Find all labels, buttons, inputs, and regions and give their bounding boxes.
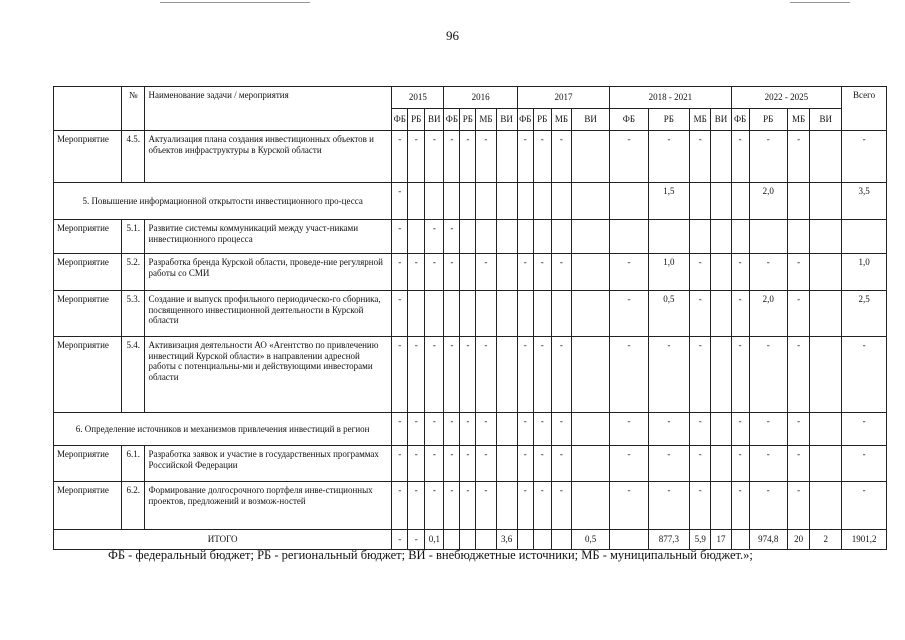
value-cell: - bbox=[408, 413, 425, 446]
table-row bbox=[54, 446, 887, 482]
value-cell bbox=[711, 291, 731, 337]
value-cell: - bbox=[610, 337, 648, 413]
value-cell: - bbox=[517, 337, 533, 413]
row-name: Разработка заявок и участие в государственных программах Российской Федерации bbox=[145, 446, 392, 482]
value-cell: - bbox=[787, 337, 809, 413]
value-cell bbox=[425, 183, 444, 220]
value-cell: 0,5 bbox=[648, 291, 689, 337]
value-cell bbox=[496, 220, 517, 254]
value-cell: - bbox=[533, 131, 551, 183]
value-cell: - bbox=[392, 482, 408, 530]
table-row bbox=[54, 337, 887, 413]
value-cell: - bbox=[408, 131, 425, 183]
value-cell: 2,0 bbox=[749, 291, 787, 337]
row-name: Развитие системы коммуникаций между участ-никами инвестиционного процесса bbox=[145, 220, 392, 254]
value-cell: 17 bbox=[711, 530, 731, 550]
value-cell bbox=[572, 413, 610, 446]
subheader-cell: ВИ bbox=[810, 109, 842, 131]
value-cell: - bbox=[610, 254, 648, 291]
value-cell bbox=[496, 131, 517, 183]
value-cell bbox=[711, 220, 731, 254]
value-cell bbox=[460, 291, 476, 337]
top-edge-line-right bbox=[790, 2, 850, 3]
value-cell: - bbox=[749, 413, 787, 446]
row-kind: Мероприятие bbox=[54, 337, 122, 413]
value-cell: - bbox=[648, 337, 689, 413]
row-kind: Мероприятие bbox=[54, 291, 122, 337]
row-number: 5.4. bbox=[122, 337, 145, 413]
row-number: 6.2. bbox=[122, 482, 145, 530]
header-num: № bbox=[122, 87, 145, 131]
value-cell: 20 bbox=[787, 530, 809, 550]
value-cell bbox=[810, 291, 842, 337]
value-cell bbox=[731, 183, 749, 220]
row-number: 5.2. bbox=[122, 254, 145, 291]
subheader-cell: РБ bbox=[408, 109, 425, 131]
value-cell: - bbox=[731, 131, 749, 183]
value-cell bbox=[476, 183, 496, 220]
header-year-2022-2025: 2022 - 2025 bbox=[731, 87, 842, 109]
value-cell bbox=[496, 291, 517, 337]
value-cell: - bbox=[444, 131, 460, 183]
value-cell: 974,8 bbox=[749, 530, 787, 550]
value-cell bbox=[476, 530, 496, 550]
row-number: 5.3. bbox=[122, 291, 145, 337]
value-cell bbox=[787, 220, 809, 254]
value-cell: 0,1 bbox=[425, 530, 444, 550]
value-cell: - bbox=[551, 482, 571, 530]
value-cell: - bbox=[425, 254, 444, 291]
subheader-cell: ВИ bbox=[711, 109, 731, 131]
value-cell bbox=[533, 220, 551, 254]
value-cell: - bbox=[731, 413, 749, 446]
value-cell: - bbox=[476, 337, 496, 413]
row-kind: Мероприятие bbox=[54, 446, 122, 482]
footnote: ФБ - федеральный бюджет; РБ - региональный бюджет; ВИ - внебюджетные источники; МБ - муниципальный бюджет.»; bbox=[108, 548, 753, 562]
subheader-cell: ФБ bbox=[444, 109, 460, 131]
value-cell bbox=[551, 220, 571, 254]
value-cell: - bbox=[392, 183, 408, 220]
value-cell bbox=[810, 131, 842, 183]
value-cell: - bbox=[425, 220, 444, 254]
value-cell: - bbox=[392, 220, 408, 254]
value-cell: - bbox=[749, 482, 787, 530]
value-cell bbox=[731, 220, 749, 254]
value-cell: 1,5 bbox=[648, 183, 689, 220]
value-cell: - bbox=[444, 413, 460, 446]
value-cell: - bbox=[425, 482, 444, 530]
value-cell: - bbox=[408, 482, 425, 530]
value-cell: - bbox=[749, 254, 787, 291]
value-cell bbox=[408, 183, 425, 220]
value-cell: - bbox=[408, 530, 425, 550]
value-cell: - bbox=[517, 254, 533, 291]
value-cell bbox=[533, 183, 551, 220]
value-cell: - bbox=[842, 337, 887, 413]
value-cell bbox=[551, 530, 571, 550]
value-cell: - bbox=[787, 254, 809, 291]
value-cell bbox=[810, 482, 842, 530]
value-cell bbox=[496, 183, 517, 220]
value-cell: - bbox=[610, 446, 648, 482]
value-cell bbox=[610, 220, 648, 254]
header-total: Всего bbox=[842, 87, 887, 131]
row-name: Создание и выпуск профильного периодическо-го сборника, посвященного инвестиционной деятельности в Курской области bbox=[145, 291, 392, 337]
value-cell: - bbox=[517, 446, 533, 482]
row-kind: Мероприятие bbox=[54, 220, 122, 254]
value-cell: - bbox=[731, 446, 749, 482]
value-cell: - bbox=[690, 291, 711, 337]
page-number: 96 bbox=[446, 28, 459, 43]
subheader-cell: РБ bbox=[533, 109, 551, 131]
value-cell bbox=[731, 530, 749, 550]
value-cell: - bbox=[787, 482, 809, 530]
value-cell: - bbox=[749, 131, 787, 183]
table-row bbox=[54, 291, 887, 337]
value-cell bbox=[711, 183, 731, 220]
row-kind: Мероприятие bbox=[54, 131, 122, 183]
value-cell: - bbox=[690, 446, 711, 482]
value-cell bbox=[444, 291, 460, 337]
value-cell: 1901,2 bbox=[842, 530, 887, 550]
section-title: 6. Определение источников и механизмов привлечения инвестиций в регион bbox=[54, 413, 392, 446]
value-cell: - bbox=[648, 482, 689, 530]
value-cell: - bbox=[551, 446, 571, 482]
value-cell: - bbox=[425, 446, 444, 482]
value-cell: - bbox=[533, 482, 551, 530]
value-cell: - bbox=[842, 482, 887, 530]
value-cell bbox=[711, 254, 731, 291]
value-cell: - bbox=[408, 254, 425, 291]
value-cell: - bbox=[444, 446, 460, 482]
value-cell bbox=[572, 446, 610, 482]
subheader-cell: ВИ bbox=[496, 109, 517, 131]
value-cell: - bbox=[787, 446, 809, 482]
value-cell: - bbox=[842, 413, 887, 446]
section-title: 5. Повышение информационной открытости инвестиционного про-цесса bbox=[54, 183, 392, 220]
value-cell: - bbox=[787, 131, 809, 183]
subheader-cell: ВИ bbox=[425, 109, 444, 131]
value-cell: - bbox=[444, 482, 460, 530]
value-cell bbox=[444, 530, 460, 550]
value-cell: - bbox=[392, 254, 408, 291]
row-number: 5.1. bbox=[122, 220, 145, 254]
value-cell bbox=[711, 337, 731, 413]
subheader-cell: РБ bbox=[460, 109, 476, 131]
value-cell: - bbox=[444, 220, 460, 254]
top-edge-line-left bbox=[160, 2, 310, 3]
value-cell bbox=[551, 291, 571, 337]
value-cell bbox=[496, 254, 517, 291]
value-cell: - bbox=[392, 131, 408, 183]
subheader-cell: РБ bbox=[749, 109, 787, 131]
subheader-cell: ФБ bbox=[392, 109, 408, 131]
value-cell bbox=[408, 220, 425, 254]
value-cell: - bbox=[392, 291, 408, 337]
value-cell bbox=[496, 413, 517, 446]
header-year-2016: 2016 bbox=[444, 87, 517, 109]
value-cell: - bbox=[842, 131, 887, 183]
value-cell: - bbox=[533, 337, 551, 413]
section-row bbox=[54, 413, 887, 446]
value-cell bbox=[572, 482, 610, 530]
value-cell: - bbox=[517, 413, 533, 446]
value-cell: - bbox=[787, 291, 809, 337]
value-cell: - bbox=[731, 291, 749, 337]
subheader-cell: МБ bbox=[551, 109, 571, 131]
value-cell: - bbox=[460, 131, 476, 183]
value-cell: - bbox=[842, 446, 887, 482]
section-row bbox=[54, 183, 887, 220]
value-cell bbox=[842, 220, 887, 254]
value-cell bbox=[496, 446, 517, 482]
value-cell bbox=[572, 254, 610, 291]
value-cell: - bbox=[460, 482, 476, 530]
header-year-2017: 2017 bbox=[517, 87, 610, 109]
value-cell: - bbox=[731, 254, 749, 291]
value-cell: 2 bbox=[810, 530, 842, 550]
value-cell bbox=[572, 291, 610, 337]
value-cell bbox=[517, 530, 533, 550]
value-cell bbox=[425, 291, 444, 337]
value-cell: - bbox=[460, 413, 476, 446]
value-cell: - bbox=[787, 413, 809, 446]
value-cell bbox=[460, 254, 476, 291]
value-cell: - bbox=[444, 254, 460, 291]
value-cell: - bbox=[392, 446, 408, 482]
table-row bbox=[54, 131, 887, 183]
subheader-cell: МБ bbox=[787, 109, 809, 131]
value-cell: - bbox=[690, 482, 711, 530]
value-cell: - bbox=[476, 482, 496, 530]
value-cell bbox=[572, 131, 610, 183]
value-cell: - bbox=[610, 413, 648, 446]
value-cell bbox=[610, 530, 648, 550]
value-cell bbox=[810, 254, 842, 291]
value-cell: - bbox=[648, 413, 689, 446]
value-cell: - bbox=[731, 482, 749, 530]
table-row bbox=[54, 254, 887, 291]
value-cell bbox=[711, 131, 731, 183]
value-cell bbox=[711, 446, 731, 482]
value-cell bbox=[476, 291, 496, 337]
value-cell bbox=[460, 530, 476, 550]
value-cell: 0,5 bbox=[572, 530, 610, 550]
value-cell: - bbox=[610, 131, 648, 183]
value-cell bbox=[711, 413, 731, 446]
value-cell bbox=[787, 183, 809, 220]
value-cell: - bbox=[425, 337, 444, 413]
value-cell: - bbox=[690, 254, 711, 291]
value-cell: - bbox=[460, 337, 476, 413]
header-kind-cell bbox=[54, 87, 122, 131]
subheader-cell: МБ bbox=[690, 109, 711, 131]
subheader-cell: МБ bbox=[476, 109, 496, 131]
value-cell: - bbox=[610, 291, 648, 337]
value-cell: - bbox=[392, 337, 408, 413]
value-cell bbox=[810, 220, 842, 254]
value-cell: - bbox=[444, 337, 460, 413]
value-cell: - bbox=[425, 413, 444, 446]
value-cell: - bbox=[533, 413, 551, 446]
value-cell bbox=[711, 482, 731, 530]
total-label: ИТОГО bbox=[54, 530, 392, 550]
value-cell: - bbox=[551, 131, 571, 183]
value-cell: - bbox=[476, 446, 496, 482]
value-cell: - bbox=[690, 131, 711, 183]
value-cell: 3,6 bbox=[496, 530, 517, 550]
value-cell: - bbox=[392, 413, 408, 446]
value-cell: - bbox=[749, 446, 787, 482]
value-cell bbox=[496, 337, 517, 413]
subheader-cell: ФБ bbox=[731, 109, 749, 131]
value-cell: - bbox=[551, 337, 571, 413]
value-cell: - bbox=[408, 337, 425, 413]
row-kind: Мероприятие bbox=[54, 482, 122, 530]
value-cell: 1,0 bbox=[842, 254, 887, 291]
value-cell: - bbox=[425, 131, 444, 183]
value-cell bbox=[460, 220, 476, 254]
value-cell: 2,5 bbox=[842, 291, 887, 337]
subheader-cell: ВИ bbox=[572, 109, 610, 131]
value-cell: - bbox=[476, 131, 496, 183]
value-cell bbox=[517, 220, 533, 254]
table-row bbox=[54, 220, 887, 254]
value-cell bbox=[533, 291, 551, 337]
value-cell bbox=[810, 446, 842, 482]
value-cell: - bbox=[460, 446, 476, 482]
header-name: Наименование задачи / мероприятия bbox=[145, 87, 392, 131]
header-year-2018-2021: 2018 - 2021 bbox=[610, 87, 731, 109]
value-cell bbox=[517, 291, 533, 337]
table-row bbox=[54, 482, 887, 530]
value-cell bbox=[444, 183, 460, 220]
value-cell bbox=[690, 183, 711, 220]
value-cell: 2,0 bbox=[749, 183, 787, 220]
header-year-2015: 2015 bbox=[392, 87, 444, 109]
value-cell: - bbox=[648, 131, 689, 183]
row-name: Разработка бренда Курской области, проведе-ние регулярной работы со СМИ bbox=[145, 254, 392, 291]
value-cell: - bbox=[551, 413, 571, 446]
row-name: Актуализация плана создания инвестиционных объектов и объектов инфраструктуры в Курской области bbox=[145, 131, 392, 183]
value-cell bbox=[572, 183, 610, 220]
value-cell: - bbox=[517, 482, 533, 530]
value-cell bbox=[810, 413, 842, 446]
value-cell: - bbox=[533, 446, 551, 482]
row-name: Формирование долгосрочного портфеля инве-стиционных проектов, предложений и возмож-ностей bbox=[145, 482, 392, 530]
value-cell: - bbox=[392, 530, 408, 550]
value-cell bbox=[533, 530, 551, 550]
value-cell bbox=[496, 482, 517, 530]
value-cell: - bbox=[749, 337, 787, 413]
value-cell: - bbox=[408, 446, 425, 482]
value-cell: 5,9 bbox=[690, 530, 711, 550]
value-cell: - bbox=[690, 337, 711, 413]
subheader-cell: ФБ bbox=[517, 109, 533, 131]
value-cell bbox=[749, 220, 787, 254]
value-cell bbox=[517, 183, 533, 220]
subheader-cell: РБ bbox=[648, 109, 689, 131]
value-cell bbox=[648, 220, 689, 254]
header-row-years bbox=[54, 87, 887, 109]
total-row bbox=[54, 530, 887, 550]
value-cell: - bbox=[517, 131, 533, 183]
value-cell: - bbox=[476, 254, 496, 291]
subheader-cell: ФБ bbox=[610, 109, 648, 131]
row-name: Активизация деятельности АО «Агентство по привлечению инвестиций Курской области» в направлении адресной работы с потенциальны-ми и действующими инвесторами области bbox=[145, 337, 392, 413]
value-cell bbox=[690, 220, 711, 254]
value-cell bbox=[408, 291, 425, 337]
row-kind: Мероприятие bbox=[54, 254, 122, 291]
value-cell bbox=[610, 183, 648, 220]
value-cell: - bbox=[533, 254, 551, 291]
value-cell: - bbox=[551, 254, 571, 291]
value-cell: 877,3 bbox=[648, 530, 689, 550]
value-cell: - bbox=[610, 482, 648, 530]
value-cell bbox=[476, 220, 496, 254]
value-cell bbox=[572, 220, 610, 254]
value-cell: 1,0 bbox=[648, 254, 689, 291]
value-cell bbox=[572, 337, 610, 413]
value-cell bbox=[551, 183, 571, 220]
budget-table bbox=[53, 86, 887, 550]
row-number: 6.1. bbox=[122, 446, 145, 482]
value-cell bbox=[460, 183, 476, 220]
value-cell bbox=[810, 183, 842, 220]
value-cell: - bbox=[648, 446, 689, 482]
value-cell bbox=[810, 337, 842, 413]
value-cell: - bbox=[476, 413, 496, 446]
value-cell: 3,5 bbox=[842, 183, 887, 220]
value-cell: - bbox=[731, 337, 749, 413]
row-number: 4.5. bbox=[122, 131, 145, 183]
value-cell: - bbox=[690, 413, 711, 446]
